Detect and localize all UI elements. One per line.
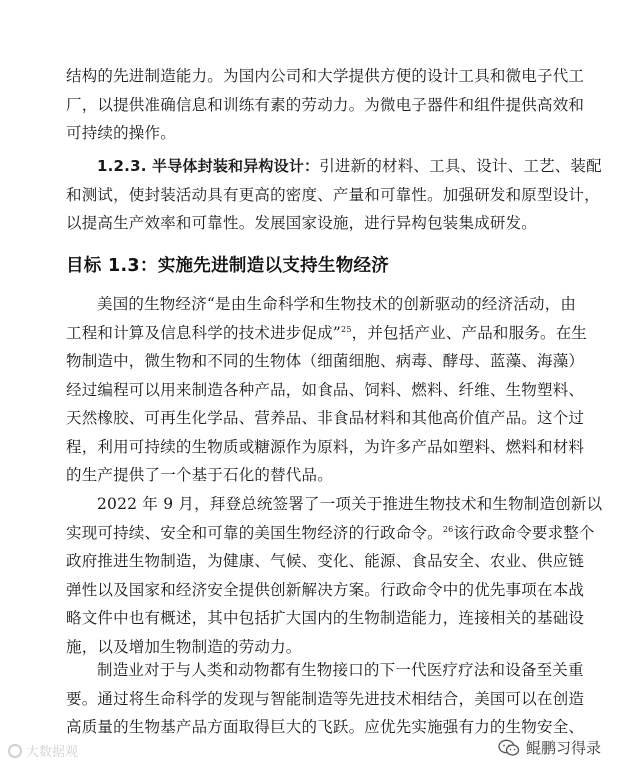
- text-line: 厂，以提供准确信息和训练有素的劳动力。为微电子器件和组件提供高效和: [66, 95, 585, 114]
- footnote-ref: 25: [341, 324, 352, 334]
- text-run: 引进新的材料、工具、设计、工艺、装配: [319, 157, 602, 175]
- text-line: 和测试，使封装活动具有更高的密度、产量和可靠性。加强研发和原型设计，: [66, 185, 600, 204]
- text-line: [66, 319, 588, 348]
- wechat-icon: [498, 739, 520, 757]
- text-line: 可持续的操作。: [66, 124, 176, 142]
- text-line: [66, 519, 595, 548]
- text-line: 程，利用可持续的生物质或糖源作为原料，为许多产品如塑料、燃料和材料: [66, 437, 585, 456]
- watermark-left: [8, 741, 78, 760]
- text-line: 以提高生产效率和可靠性。发展国家设施，进行异构包装集成研发。: [66, 214, 538, 232]
- text-run: ，并包括产业、产品和服务。在生: [351, 323, 588, 342]
- paragraph-bioeconomy: [66, 290, 588, 490]
- paragraph-manufacturing: [66, 656, 585, 742]
- paragraph-1: [66, 62, 585, 148]
- text-line: 略文件中也有概述，其中包括扩大国内的生物制造能力，连接相关的基础设: [66, 609, 585, 627]
- watermark-left-text: 大数据观: [26, 745, 79, 760]
- text-line: 物制造中，微生物和不同的生物体（细菌细胞、病毒、酵母、蓝藻、海藻）: [66, 352, 585, 370]
- text-line: 制造业对于与人类和动物都有生物接口的下一代医疗疗法和设备至关重: [97, 661, 584, 679]
- text-line: 美国的生物经济“是由生命科学和生物技术的创新驱动的经济活动，由: [97, 295, 577, 313]
- text-line: [66, 152, 602, 181]
- text-line: 施，以及增加生物制造的劳动力。: [66, 637, 302, 656]
- text-line: 天然橡胶、可再生化学品、营养品、非食品材料和其他高价值产品。这个过: [66, 409, 585, 427]
- watermark-right: [498, 737, 601, 758]
- text-line: 的生产提供了一个基于石化的替代品。: [66, 466, 333, 484]
- text-line: 弹性以及国家和经济安全提供创新解决方案。行政命令中的优先事项在本战: [66, 580, 585, 599]
- text-line: 要。通过将生命科学的发现与智能制造等先进技术相结合，美国可以在创造: [66, 689, 585, 708]
- text-run: 实现可持续、安全和可靠的美国生物经济的行政命令。: [66, 523, 443, 542]
- section-label: 1.2.3. 半导体封装和异构设计：: [97, 157, 320, 175]
- text-line: 2022 年 9 月，拜登总统签署了一项关于推进生物技术和生物制造创新以: [97, 495, 603, 513]
- footnote-ref: 26: [442, 524, 454, 534]
- text-run: 该行政命令要求整个: [453, 523, 595, 542]
- text-line: 经过编程可以用来制造各种产品，如食品、饲料、燃料、纤维、生物塑料、: [66, 380, 585, 399]
- text-line: 高质量的生物基产品方面取得巨大的飞跃。应优先实施强有力的生物安全、: [66, 718, 585, 736]
- text-run: 工程和计算及信息科学的技术进步促成”: [66, 323, 342, 342]
- paragraph-1-2-3: [66, 152, 602, 238]
- watermark-right-text: 鲲鹏习得录: [526, 739, 602, 757]
- text-line: 结构的先进制造能力。为国内公司和大学提供方便的设计工具和微电子代工: [66, 67, 585, 85]
- goal-heading: 目标 1.3：实施先进制造以支持生物经济: [66, 256, 390, 276]
- logo-icon: [8, 744, 22, 758]
- paragraph-executive-order: [66, 490, 603, 661]
- text-line: 政府推进生物制造，为健康、气候、变化、能源、食品安全、农业、供应链: [66, 552, 585, 570]
